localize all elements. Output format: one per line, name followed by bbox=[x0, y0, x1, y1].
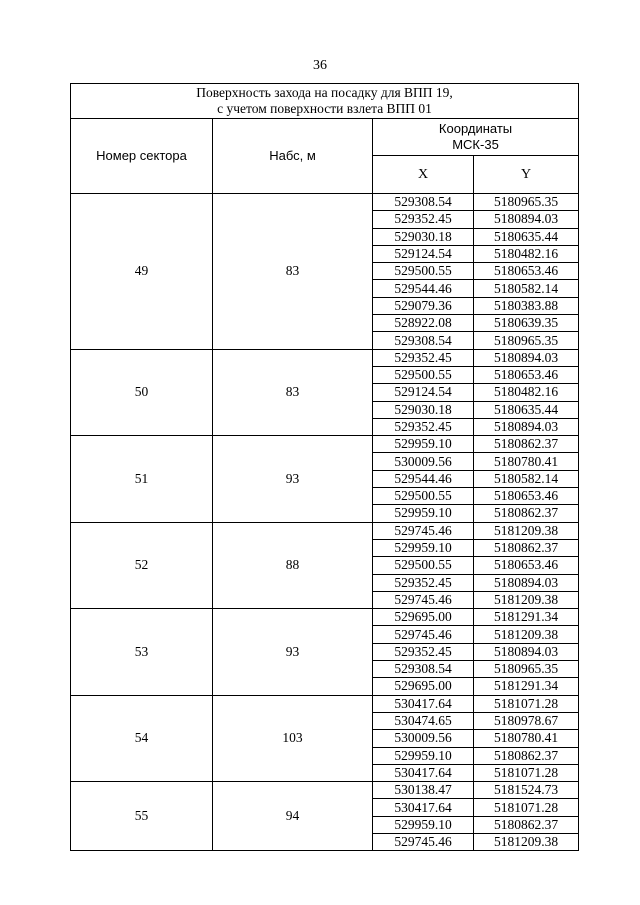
y-coordinate-cell: 5180894.03 bbox=[474, 418, 579, 435]
table-row bbox=[71, 695, 579, 712]
table-row bbox=[71, 782, 579, 799]
height-cell: 93 bbox=[213, 609, 373, 695]
y-coordinate-cell: 5180582.14 bbox=[474, 280, 579, 297]
y-coordinate-cell: 5181209.38 bbox=[474, 591, 579, 608]
x-coordinate-cell: 529500.55 bbox=[373, 366, 474, 383]
table-row bbox=[71, 436, 579, 453]
y-coordinate-cell: 5180894.03 bbox=[474, 349, 579, 366]
height-cell: 83 bbox=[213, 194, 373, 350]
table-row bbox=[71, 609, 579, 626]
coordinates-header-line2: МСК-35 bbox=[452, 137, 499, 152]
y-coordinate-cell: 5180894.03 bbox=[474, 211, 579, 228]
x-coordinate-cell: 530009.56 bbox=[373, 730, 474, 747]
x-coordinate-cell: 529745.46 bbox=[373, 591, 474, 608]
height-header: Набс, м bbox=[213, 119, 373, 194]
x-coordinate-cell: 529500.55 bbox=[373, 488, 474, 505]
y-coordinate-cell: 5180862.37 bbox=[474, 539, 579, 556]
sector-number-cell: 50 bbox=[71, 349, 213, 435]
x-coordinate-cell: 529124.54 bbox=[373, 245, 474, 262]
x-coordinate-cell: 529695.00 bbox=[373, 678, 474, 695]
x-coordinate-cell: 529079.36 bbox=[373, 297, 474, 314]
x-coordinate-cell: 529308.54 bbox=[373, 661, 474, 678]
x-coordinate-cell: 529500.55 bbox=[373, 263, 474, 280]
y-coordinate-cell: 5180383.88 bbox=[474, 297, 579, 314]
x-coordinate-cell: 529352.45 bbox=[373, 643, 474, 660]
x-coordinate-cell: 529695.00 bbox=[373, 609, 474, 626]
y-coordinate-cell: 5180862.37 bbox=[474, 436, 579, 453]
y-coordinate-cell: 5180635.44 bbox=[474, 401, 579, 418]
y-coordinate-cell: 5180635.44 bbox=[474, 228, 579, 245]
y-coordinate-cell: 5180862.37 bbox=[474, 816, 579, 833]
y-coordinate-cell: 5180653.46 bbox=[474, 488, 579, 505]
x-coordinate-cell: 529959.10 bbox=[373, 436, 474, 453]
height-cell: 88 bbox=[213, 522, 373, 608]
sector-number-cell: 54 bbox=[71, 695, 213, 781]
x-coordinate-cell: 529500.55 bbox=[373, 557, 474, 574]
y-coordinate-cell: 5180780.41 bbox=[474, 453, 579, 470]
y-coordinate-cell: 5181209.38 bbox=[474, 833, 579, 850]
y-coordinate-cell: 5180894.03 bbox=[474, 574, 579, 591]
page-number: 36 bbox=[313, 58, 327, 73]
y-coordinate-cell: 5180862.37 bbox=[474, 747, 579, 764]
x-coordinate-cell: 529352.45 bbox=[373, 349, 474, 366]
x-coordinate-cell: 530417.64 bbox=[373, 764, 474, 781]
x-coordinate-cell: 529959.10 bbox=[373, 816, 474, 833]
sector-number-cell: 53 bbox=[71, 609, 213, 695]
y-coordinate-cell: 5181209.38 bbox=[474, 522, 579, 539]
coordinates-header bbox=[373, 119, 579, 156]
y-header: Y bbox=[474, 156, 579, 194]
y-coordinate-cell: 5180653.46 bbox=[474, 263, 579, 280]
y-coordinate-cell: 5181524.73 bbox=[474, 782, 579, 799]
x-coordinate-cell: 530138.47 bbox=[373, 782, 474, 799]
x-coordinate-cell: 529352.45 bbox=[373, 574, 474, 591]
sector-number-cell: 55 bbox=[71, 782, 213, 851]
sector-number-cell: 52 bbox=[71, 522, 213, 608]
y-coordinate-cell: 5181209.38 bbox=[474, 626, 579, 643]
x-coordinate-cell: 529745.46 bbox=[373, 626, 474, 643]
x-coordinate-cell: 529544.46 bbox=[373, 470, 474, 487]
height-cell: 103 bbox=[213, 695, 373, 781]
x-header: X bbox=[373, 156, 474, 194]
sector-number-cell: 49 bbox=[71, 194, 213, 350]
y-coordinate-cell: 5180965.35 bbox=[474, 332, 579, 349]
x-coordinate-cell: 529959.10 bbox=[373, 539, 474, 556]
table-row bbox=[71, 194, 579, 211]
y-coordinate-cell: 5180780.41 bbox=[474, 730, 579, 747]
x-coordinate-cell: 529352.45 bbox=[373, 211, 474, 228]
y-coordinate-cell: 5180894.03 bbox=[474, 643, 579, 660]
y-coordinate-cell: 5180978.67 bbox=[474, 712, 579, 729]
table-row bbox=[71, 349, 579, 366]
y-coordinate-cell: 5180582.14 bbox=[474, 470, 579, 487]
height-cell: 93 bbox=[213, 436, 373, 522]
x-coordinate-cell: 529352.45 bbox=[373, 418, 474, 435]
height-cell: 94 bbox=[213, 782, 373, 851]
coordinates-header-line1: Координаты bbox=[438, 121, 513, 136]
x-coordinate-cell: 529124.54 bbox=[373, 384, 474, 401]
x-coordinate-cell: 529745.46 bbox=[373, 833, 474, 850]
y-coordinate-cell: 5181291.34 bbox=[474, 609, 579, 626]
y-coordinate-cell: 5180965.35 bbox=[474, 194, 579, 211]
table-title-line2: с учетом поверхности взлета ВПП 01 bbox=[217, 101, 432, 116]
x-coordinate-cell: 530009.56 bbox=[373, 453, 474, 470]
y-coordinate-cell: 5181071.28 bbox=[474, 764, 579, 781]
table-body bbox=[71, 194, 579, 851]
x-coordinate-cell: 529308.54 bbox=[373, 332, 474, 349]
y-coordinate-cell: 5181291.34 bbox=[474, 678, 579, 695]
x-coordinate-cell: 529959.10 bbox=[373, 505, 474, 522]
y-coordinate-cell: 5180653.46 bbox=[474, 366, 579, 383]
sector-number-header: Номер сектора bbox=[71, 119, 213, 194]
y-coordinate-cell: 5181071.28 bbox=[474, 695, 579, 712]
height-cell: 83 bbox=[213, 349, 373, 435]
x-coordinate-cell: 529745.46 bbox=[373, 522, 474, 539]
y-coordinate-cell: 5180965.35 bbox=[474, 661, 579, 678]
x-coordinate-cell: 529544.46 bbox=[373, 280, 474, 297]
y-coordinate-cell: 5180482.16 bbox=[474, 245, 579, 262]
x-coordinate-cell: 529030.18 bbox=[373, 228, 474, 245]
x-coordinate-cell: 530417.64 bbox=[373, 695, 474, 712]
y-coordinate-cell: 5181071.28 bbox=[474, 799, 579, 816]
y-coordinate-cell: 5180639.35 bbox=[474, 315, 579, 332]
coordinates-table bbox=[70, 83, 579, 851]
sector-number-cell: 51 bbox=[71, 436, 213, 522]
x-coordinate-cell: 529959.10 bbox=[373, 747, 474, 764]
y-coordinate-cell: 5180482.16 bbox=[474, 384, 579, 401]
y-coordinate-cell: 5180653.46 bbox=[474, 557, 579, 574]
x-coordinate-cell: 529308.54 bbox=[373, 194, 474, 211]
x-coordinate-cell: 530417.64 bbox=[373, 799, 474, 816]
table-title bbox=[71, 84, 579, 119]
table-title-line1: Поверхность захода на посадку для ВПП 19, bbox=[196, 85, 453, 100]
x-coordinate-cell: 529030.18 bbox=[373, 401, 474, 418]
y-coordinate-cell: 5180862.37 bbox=[474, 505, 579, 522]
table-row bbox=[71, 522, 579, 539]
x-coordinate-cell: 530474.65 bbox=[373, 712, 474, 729]
x-coordinate-cell: 528922.08 bbox=[373, 315, 474, 332]
